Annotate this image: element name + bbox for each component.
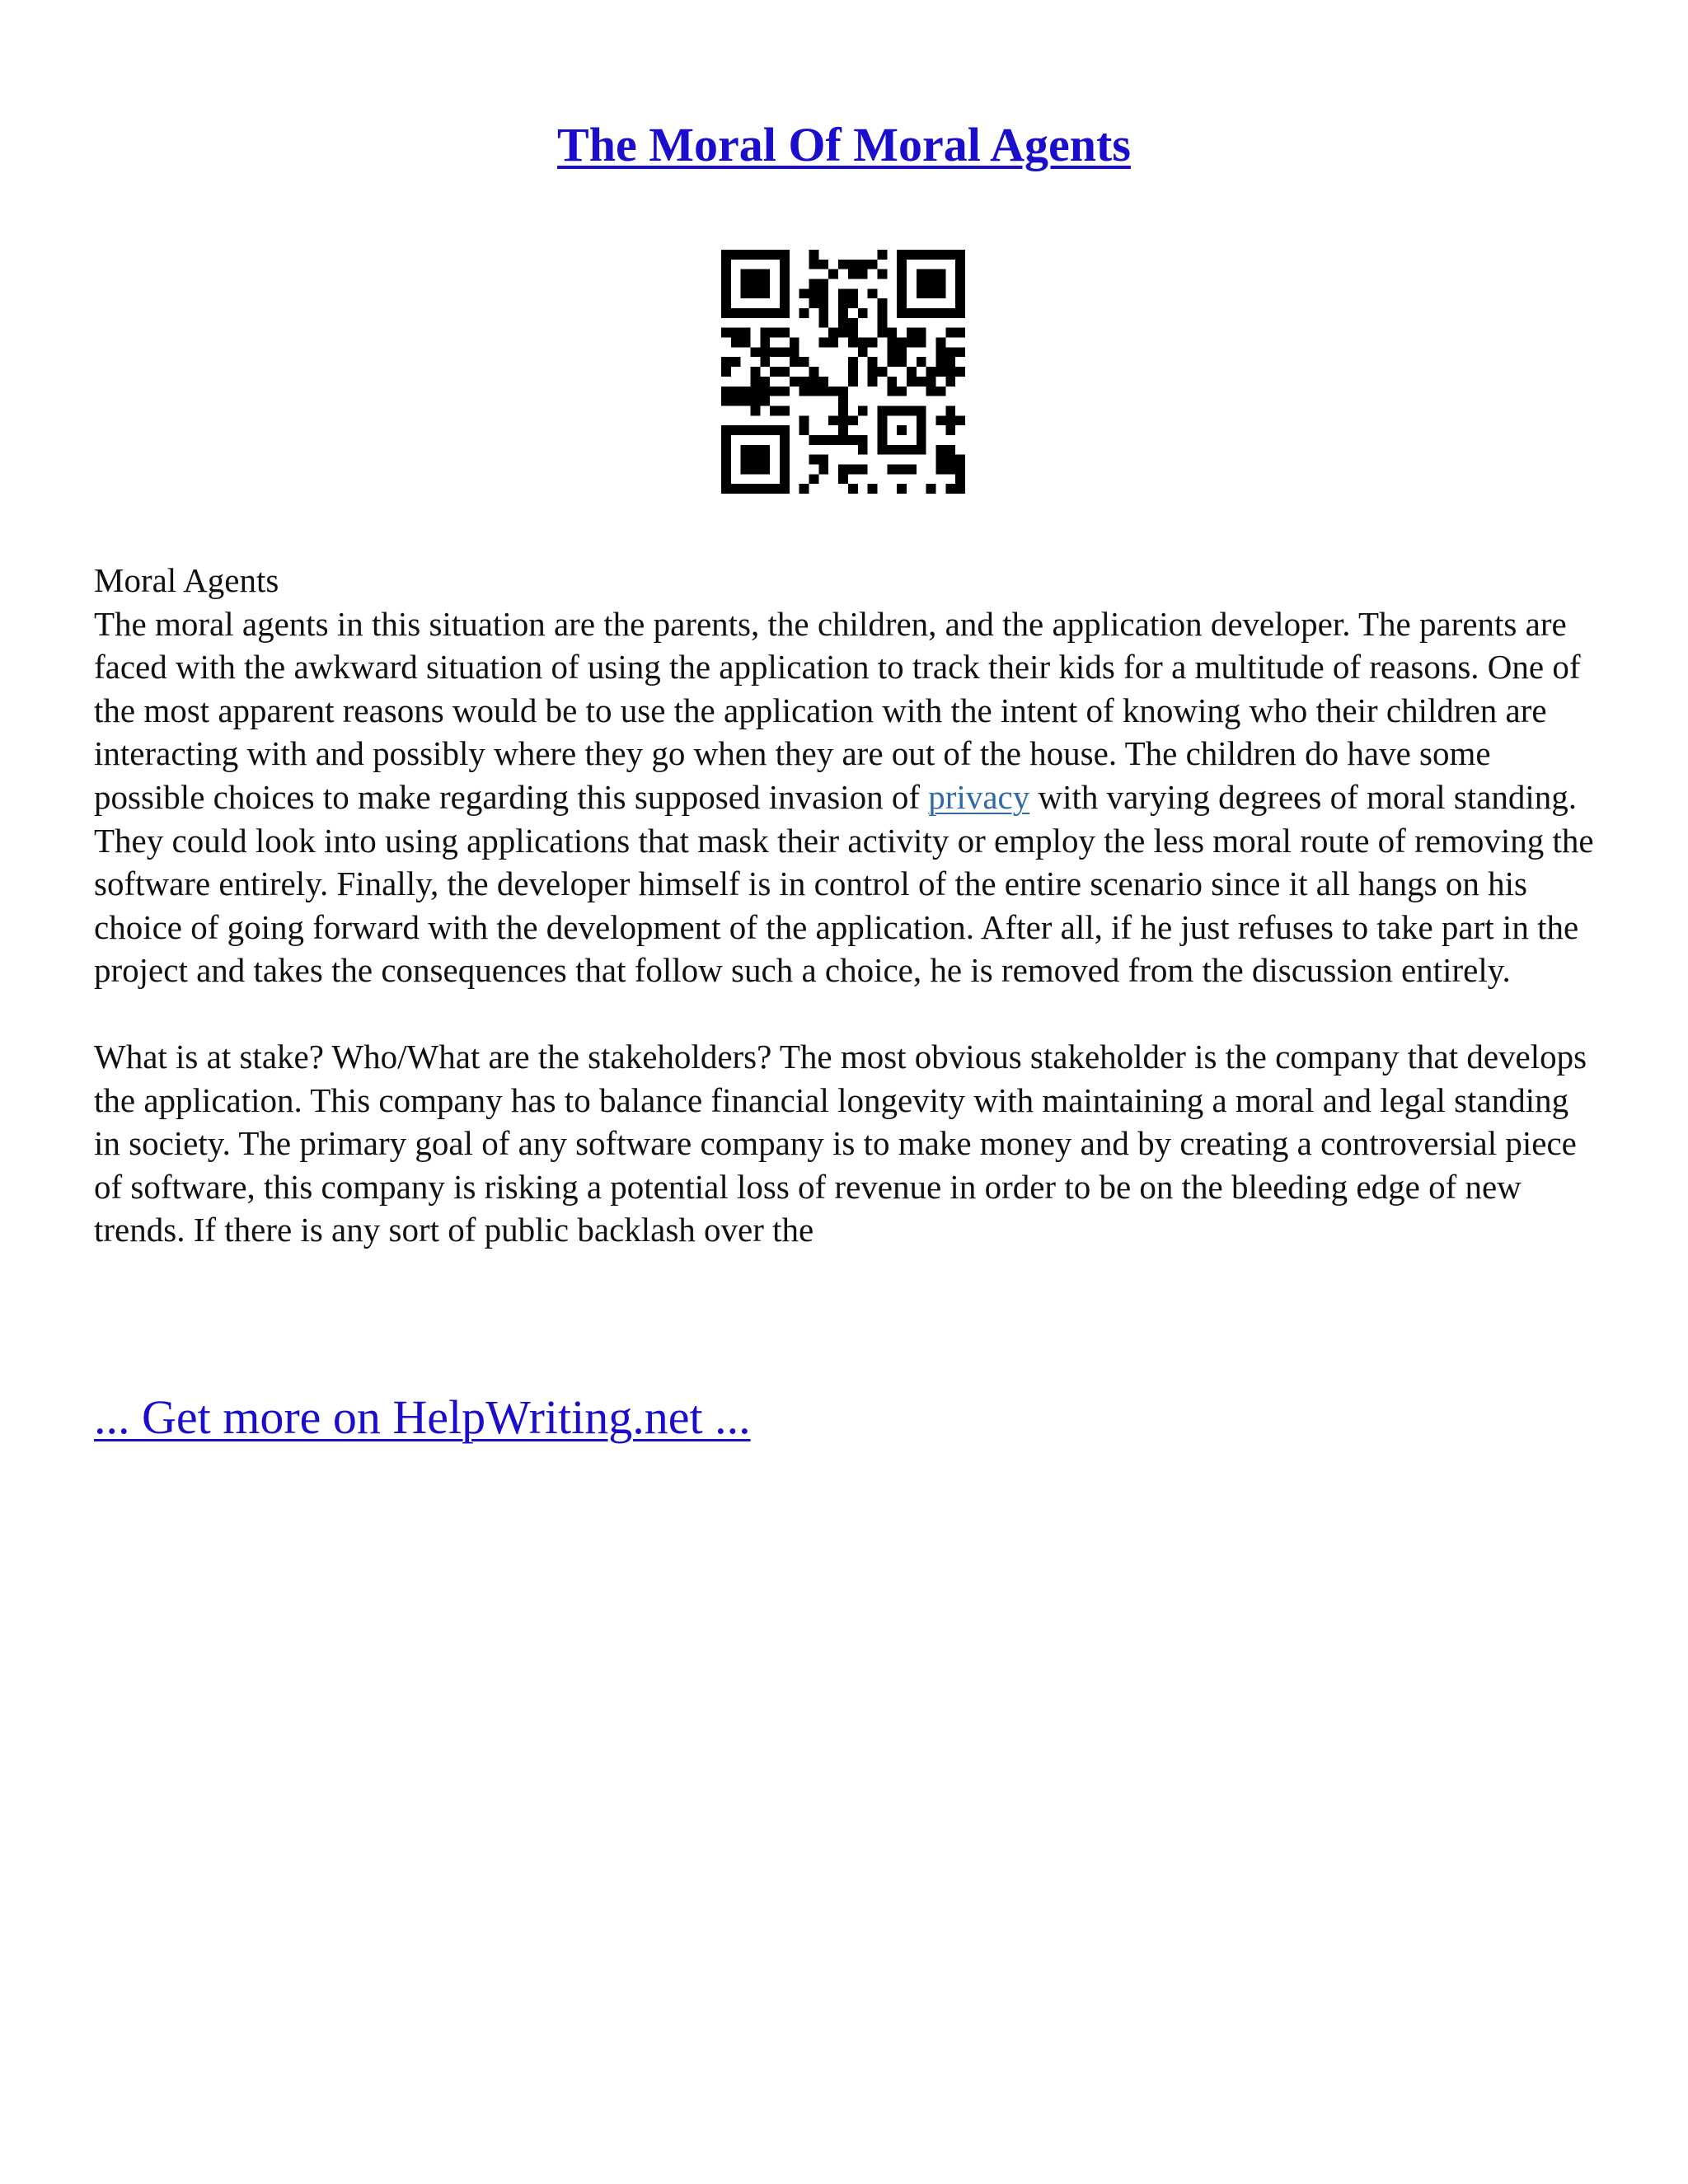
- section-heading: Moral Agents: [94, 561, 279, 599]
- document-body: [94, 559, 1602, 1252]
- paragraph-2: What is at stake? Who/What are the stakeholders? The most obvious stakeholder is the company that develops the application. This company has to balance financial longevity with maintaining a moral and legal standing in society. The primary goal of any software company is to make money and by creating a controversial piece of software, this company is risking a potential loss of revenue in order to be on the bleeding edge of new trends. If there is any sort of public backlash over the: [94, 1037, 1587, 1249]
- paragraph-1-text-end: with varying degrees of moral standing. They could look into using applications that mask their activity or employ the less moral route of removing the software entirely. Finally, the developer himself is in control of the entire scenario since it all hangs on his choice of going forward with the development of the application. After all, if he just refuses to take part in the project and takes the consequences that follow such a choice, he is removed from the discussion entirely.: [94, 777, 1594, 990]
- paragraph-1-text-start: The moral agents in this situation are the parents, the children, and the application developer. The parents are faced with the awkward situation of using the application to track their kids for a multitude of reasons. One of the most apparent reasons would be to use the application with the intent of knowing who their children are interacting with and possibly where they go when they are out of the house. The children do have some possible choices to make regarding this supposed invasion of: [94, 604, 1581, 816]
- get-more-line: [94, 1388, 751, 1447]
- privacy-link[interactable]: privacy: [928, 777, 1030, 816]
- title-link[interactable]: The Moral Of Moral Agents: [557, 118, 1131, 171]
- qr-code-icon: [721, 250, 965, 494]
- get-more-link[interactable]: ... Get more on HelpWriting.net ...: [94, 1390, 751, 1444]
- paragraph-1: [94, 602, 1602, 992]
- document-title: [0, 114, 1688, 176]
